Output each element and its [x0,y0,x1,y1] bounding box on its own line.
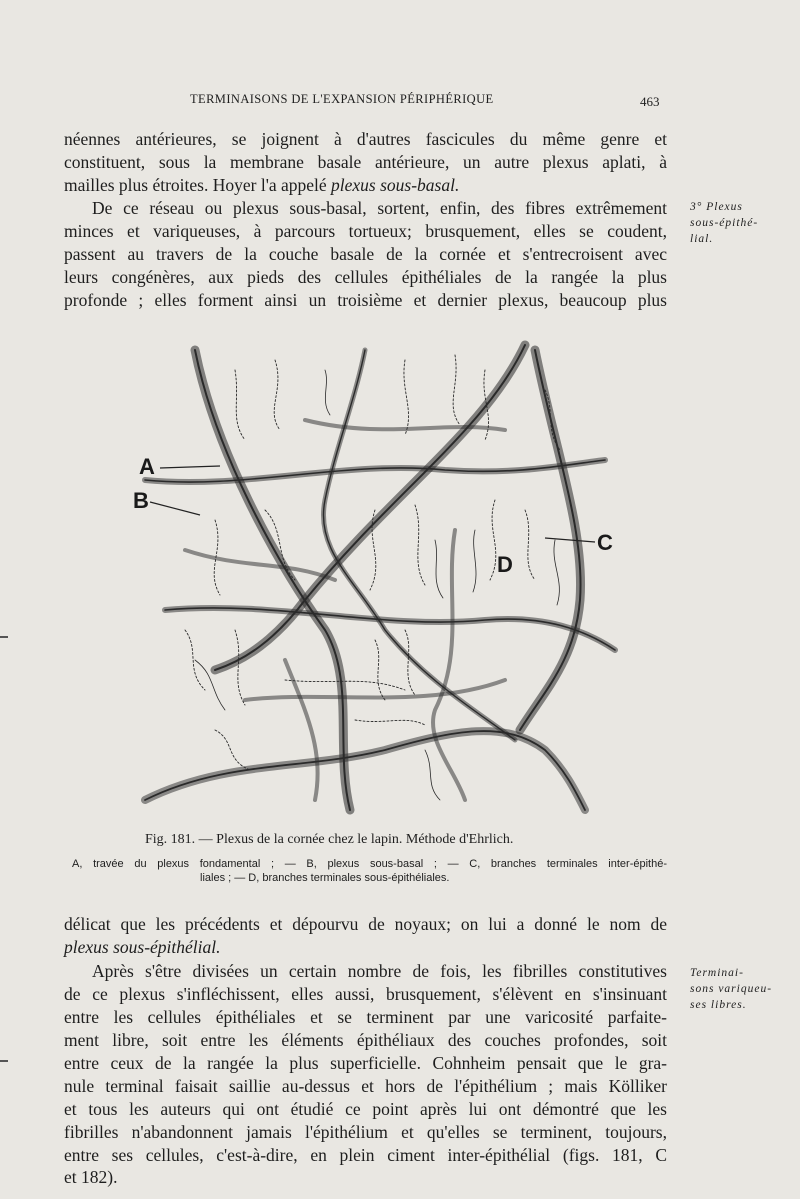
italic-term: plexus sous-basal. [331,175,460,195]
text-line: de ce plexus s'infléchissent, elles aussi, brusquement, s'élèvent en s'insinuant [64,984,667,1004]
text-line: Après s'être divisées un certain nombre de fois, les fibrilles constitutives [92,961,667,981]
margin-note-line: ses libres. [690,999,747,1011]
text-line: De ce réseau ou plexus sous-basal, sortent, enfin, des fibres extrêmement [92,198,667,218]
figure-caption-title: Fig. 181. — Plexus de la cornée chez le lapin. Méthode d'Ehrlich. [145,832,514,847]
text-line: entre ceux de la rangée la plus superficielle. Cohnheim pensait que le gra- [64,1053,667,1073]
text-line: leurs congénères, aux pieds des cellules épithéliales de la rangée la plus [64,267,667,287]
margin-note-line: sons variqueu- [690,983,773,995]
binding-mark [0,636,8,638]
text-line: fibrilles n'abandonnent jamais l'épithélium et qu'elles se terminent, toujours, [64,1122,667,1142]
running-header: TERMINAISONS DE L'EXPANSION PÉRIPHÉRIQUE [190,92,494,106]
figure-label-d: D [497,552,513,577]
margin-note-line: sous-épithé- [690,217,759,229]
figure-caption-desc: A, travée du plexus fondamental ; — B, plexus sous-basal ; — C, branches terminales inter-épithé- [72,858,667,870]
text-line: passent au travers de la couche basale de la cornée et s'entrecroisent avec [64,244,667,264]
figure-label-b: B [133,488,149,513]
text-line: entre ses cellules, c'est-à-dire, en plein ciment inter-épithélial (figs. 181, C [64,1145,667,1165]
text-line: minces et variqueuses, à parcours tortueux; brusquement, elles se coudent, [64,221,667,241]
binding-mark [0,1060,8,1062]
text-line: et 182). [64,1167,118,1187]
text-line: nule terminal faisait saillie au-dessus et hors de l'épithélium ; mais Kölliker [64,1076,667,1096]
margin-note-line: 3° Plexus [690,201,743,213]
text-line: entre les cellules épithéliales et se terminent par une varicosité parfaite- [64,1007,667,1027]
label-leader-lines [125,330,625,820]
figure-label-c: C [597,530,613,555]
figure-plexus-illustration [125,330,625,820]
text-line: et tous les auteurs qui ont étudié ce point après lui ont démontré que les [64,1099,667,1119]
margin-note-line: Terminai- [690,967,744,979]
text-line: néennes antérieures, se joignent à d'autres fascicules du même genre et [64,129,667,149]
figure-label-a: A [139,454,155,479]
text-line: délicat que les précédents et dépourvu de noyaux; on lui a donné le nom de [64,914,667,934]
text-line: ment libre, soit entre les éléments épithéliaux des couches profondes, soit [64,1030,667,1050]
margin-note-terminaisons [690,965,795,1013]
text-line [64,936,667,958]
italic-term: plexus sous-épithélial. [64,937,221,957]
margin-note-line: lial. [690,233,714,245]
figure-caption-desc: liales ; — D, branches terminales sous-épithéliales. [200,872,450,884]
text-line: constituent, sous la membrane basale antérieure, un autre plexus aplati, à [64,152,667,172]
page-number: 463 [640,94,660,109]
margin-note-plexus [690,199,795,247]
text-line [64,174,667,196]
text-span: mailles plus étroites. Hoyer l'a appelé [64,175,332,195]
text-line: profonde ; elles forment ainsi un troisième et dernier plexus, beaucoup plus [64,290,667,310]
